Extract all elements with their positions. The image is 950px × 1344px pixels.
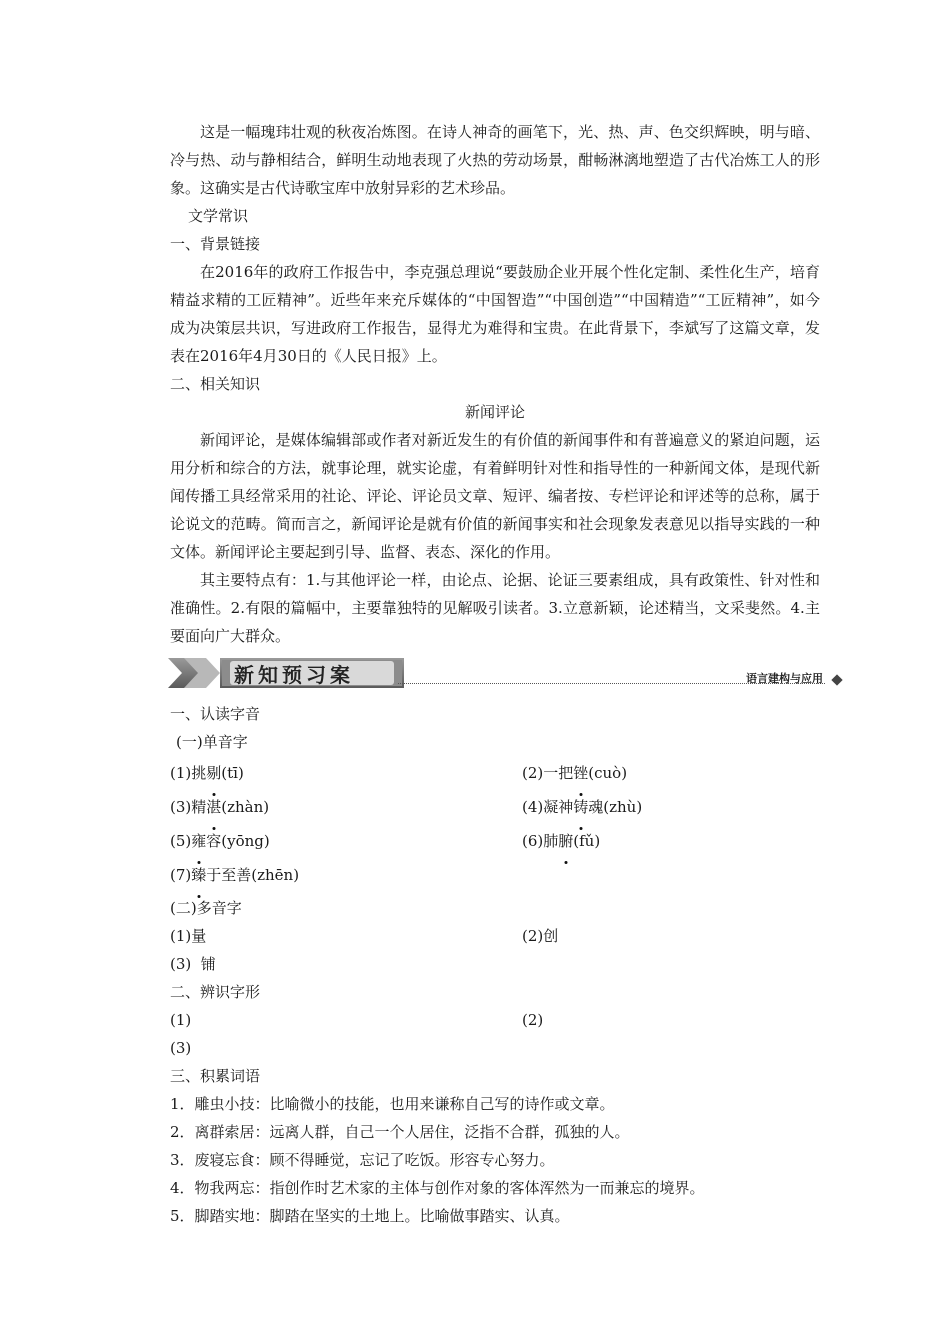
news-paragraph: 新闻评论，是媒体编辑部或作者对新近发生的有价值的新闻事件和有普遍意义的紧迫问题，运用分析和综合的方法，就事论理，就实论虚，有着鲜明针对性和指导性的一种新闻文体，是现代新闻传播工具经常采用的社论、评论、评论员文章、短评、编者按、专栏评论和评述等的总称，属于论说文的范畴。简而言之，新闻评论是就有价值的新闻事实和社会现象发表意见以指导实践的一种文体。新闻评论主要起到引导、监督、表态、深化的作用。 — [170, 431, 820, 561]
bottom-section — [170, 700, 820, 1230]
multi-row-1 — [170, 922, 820, 950]
shape-item-3: (3) — [170, 1039, 192, 1057]
lit-heading: 文学常识 — [188, 207, 249, 225]
word-item-1: 1．雕虫小技：比喻微小的技能，也用来谦称自己写的诗作或文章。 — [170, 1095, 615, 1113]
shape-item-1: (1) — [170, 1011, 192, 1029]
multi-item-1: (1)量 — [170, 927, 207, 945]
news-title: 新闻评论 — [464, 403, 525, 421]
rel-heading: 二、相关知识 — [170, 375, 261, 393]
pron-row-2 — [170, 790, 820, 824]
pron-row-1 — [170, 756, 820, 790]
pron-item-3: (3)精湛(zhàn) — [170, 790, 269, 824]
bg-heading: 一、背景链接 — [170, 235, 261, 253]
words-heading: 三、积累词语 — [170, 1067, 261, 1085]
single-heading: (一)单音字 — [176, 733, 248, 751]
bg-paragraph: 在2016年的政府工作报告中，李克强总理说“要鼓励企业开展个性化定制、柔性化生产，培育精益求精的工匠精神”。近些年来充斥媒体的“中国智造”“中国创造”“中国精造”“工匠精神”，如今成为决策层共识，写进政府工作报告，显得尤为难得和宝贵。在此背景下，李斌写了这篇文章，发表在2016年4月30日的《人民日报》上。 — [170, 263, 820, 365]
section-banner — [168, 654, 843, 692]
multi-item-2: (2)创 — [522, 927, 559, 945]
pron-row-3 — [170, 824, 820, 858]
word-item-4: 4．物我两忘：指创作时艺术家的主体与创作对象的客体浑然为一而兼忘的境界。 — [170, 1179, 705, 1197]
shape-heading: 二、辨识字形 — [170, 983, 261, 1001]
intro-paragraph: 这是一幅瑰玮壮观的秋夜冶炼图。在诗人神奇的画笔下，光、热、声、色交织辉映，明与暗、冷与热、动与静相结合，鲜明生动地表现了火热的劳动场景，酣畅淋漓地塑造了古代冶炼工人的形象。这确实是古代诗歌宝库中放射异彩的艺术珍品。 — [170, 123, 820, 197]
word-item-5: 5．脚踏实地：脚踏在坚实的土地上。比喻做事踏实、认真。 — [170, 1207, 570, 1225]
pron-item-4: (4)凝神铸魂(zhù) — [522, 790, 642, 824]
pron-item-7: (7)臻于至善(zhēn) — [170, 858, 299, 892]
top-section — [170, 118, 820, 650]
banner-title: 新知预习案 — [234, 663, 354, 687]
pron-item-1: (1)挑剔(tī) — [170, 756, 244, 790]
multi-heading: (二)多音字 — [170, 899, 242, 917]
diamond-icon — [831, 674, 842, 685]
shape-item-2: (2) — [522, 1011, 544, 1029]
pron-row-4 — [170, 858, 820, 892]
pron-item-2: (2)一把锉(cuò) — [522, 756, 627, 790]
multi-item-3: (3) 铺 — [170, 955, 216, 973]
pron-item-5: (5)雍容(yōng) — [170, 824, 270, 858]
pron-item-6: (6)肺腑(fǔ) — [522, 824, 600, 858]
word-item-2: 2．离群索居：远离人群，自己一个人居住，泛指不合群，孤独的人。 — [170, 1123, 630, 1141]
pron-heading: 一、认读字音 — [170, 705, 261, 723]
shape-row-1 — [170, 1006, 820, 1034]
features-paragraph: 其主要特点有：1.与其他评论一样，由论点、论据、论证三要素组成，具有政策性、针对性和准确性。2.有限的篇幅中，主要靠独特的见解吸引读者。3.立意新颖，论述精当，文采斐然。4.主要面向广大群众。 — [170, 571, 820, 645]
banner-tag: 语言建构与应用 — [746, 672, 823, 685]
word-item-3: 3．废寝忘食：顾不得睡觉，忘记了吃饭。形容专心努力。 — [170, 1151, 555, 1169]
